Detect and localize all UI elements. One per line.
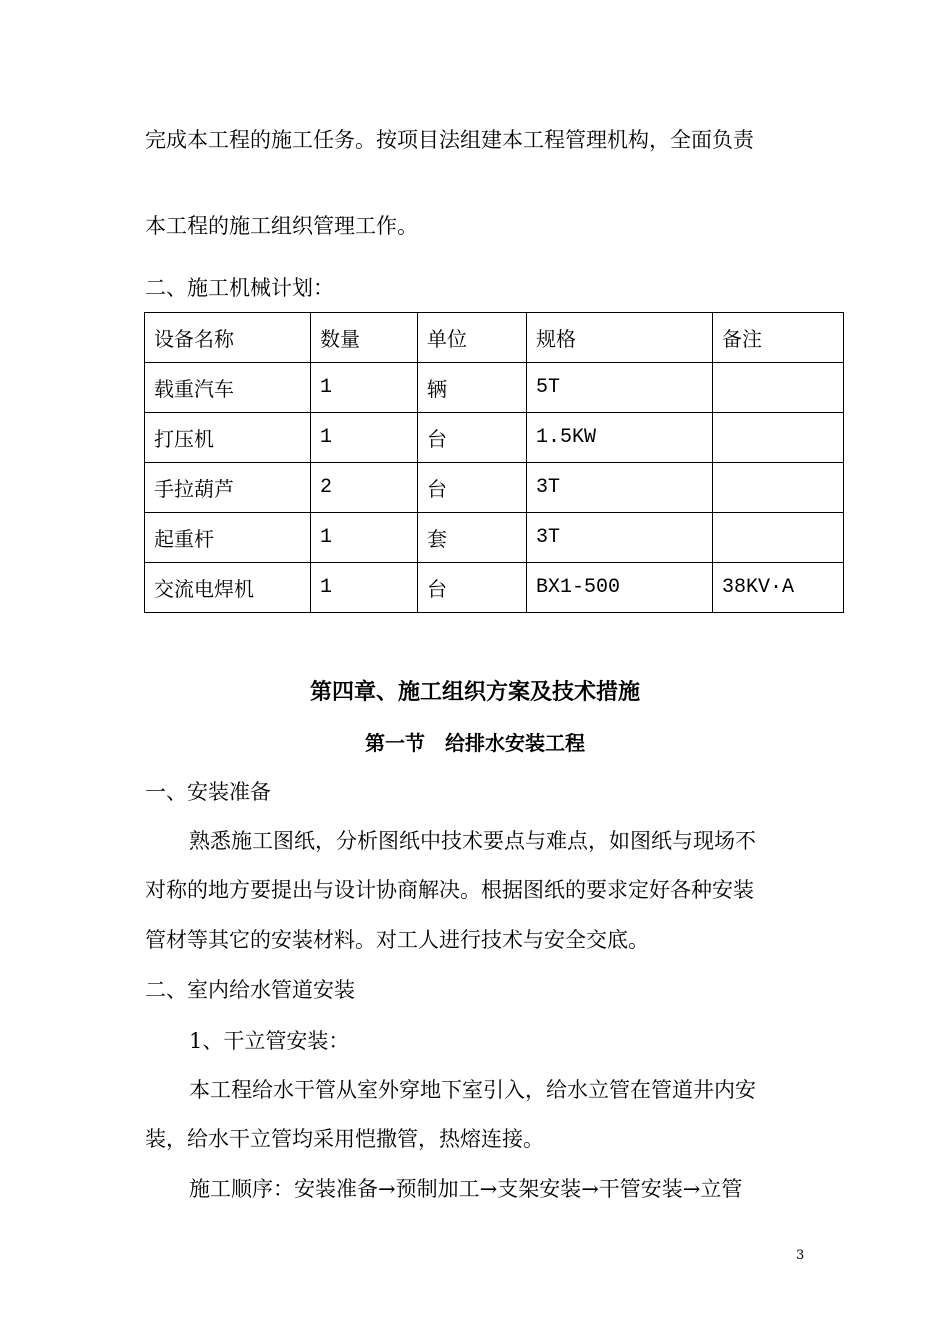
cell-unit: 台 [418, 463, 527, 513]
cell-quantity: 1 [311, 513, 418, 563]
table-row [145, 513, 844, 563]
indoor-water-supply-heading: 二、室内给水管道安装 [145, 978, 355, 1002]
cell-equipment-name: 起重杆 [145, 513, 311, 563]
cell-specification: 3T [527, 513, 713, 563]
table-row [145, 563, 844, 613]
cell-unit: 台 [418, 563, 527, 613]
cell-quantity: 2 [311, 463, 418, 513]
paragraph-line: 施工顺序：安装准备→预制加工→支架安装→干管安装→立管 [189, 1177, 743, 1201]
table-header-row [145, 313, 844, 363]
cell-specification: 3T [527, 463, 713, 513]
cell-remarks [713, 463, 844, 513]
paragraph-line: 对称的地方要提出与设计协商解决。根据图纸的要求定好各种安装 [145, 878, 754, 902]
cell-remarks [713, 363, 844, 413]
cell-specification: BX1-500 [527, 563, 713, 613]
paragraph-line: 管材等其它的安装材料。对工人进行技术与安全交底。 [145, 928, 649, 952]
chapter-title: 第四章、施工组织方案及技术措施 [309, 680, 640, 705]
paragraph-line: 本工程给水干管从室外穿地下室引入，给水立管在管道井内安 [189, 1078, 756, 1102]
riser-installation-heading: 1、干立管安装： [189, 1029, 350, 1053]
cell-unit: 台 [418, 413, 527, 463]
header-unit: 单位 [418, 313, 527, 363]
cell-remarks: 38KV·A [713, 563, 844, 613]
cell-quantity: 1 [311, 413, 418, 463]
page-number: 3 [796, 1248, 805, 1263]
cell-quantity: 1 [311, 563, 418, 613]
cell-unit: 套 [418, 513, 527, 563]
header-remarks: 备注 [713, 313, 844, 363]
cell-equipment-name: 交流电焊机 [145, 563, 311, 613]
cell-specification: 1.5KW [527, 413, 713, 463]
paragraph-line: 本工程的施工组织管理工作。 [145, 214, 418, 238]
paragraph-line: 装，给水干立管均采用恺撒管，热熔连接。 [145, 1127, 544, 1151]
table-row [145, 413, 844, 463]
table-row [145, 463, 844, 513]
cell-remarks [713, 413, 844, 463]
header-equipment-name: 设备名称 [145, 313, 311, 363]
cell-unit: 辆 [418, 363, 527, 413]
cell-specification: 5T [527, 363, 713, 413]
section-title: 第一节 给排水安装工程 [365, 731, 585, 755]
cell-equipment-name: 载重汽车 [145, 363, 311, 413]
cell-equipment-name: 打压机 [145, 413, 311, 463]
equipment-plan-heading: 二、施工机械计划： [145, 276, 334, 300]
table-row [145, 363, 844, 413]
paragraph-line: 熟悉施工图纸，分析图纸中技术要点与难点，如图纸与现场不 [189, 829, 756, 853]
cell-remarks [713, 513, 844, 563]
installation-prep-heading: 一、安装准备 [145, 780, 271, 804]
paragraph-line: 完成本工程的施工任务。按项目法组建本工程管理机构，全面负责 [145, 128, 754, 152]
equipment-table [144, 312, 844, 613]
header-specification: 规格 [527, 313, 713, 363]
header-quantity: 数量 [311, 313, 418, 363]
cell-quantity: 1 [311, 363, 418, 413]
cell-equipment-name: 手拉葫芦 [145, 463, 311, 513]
